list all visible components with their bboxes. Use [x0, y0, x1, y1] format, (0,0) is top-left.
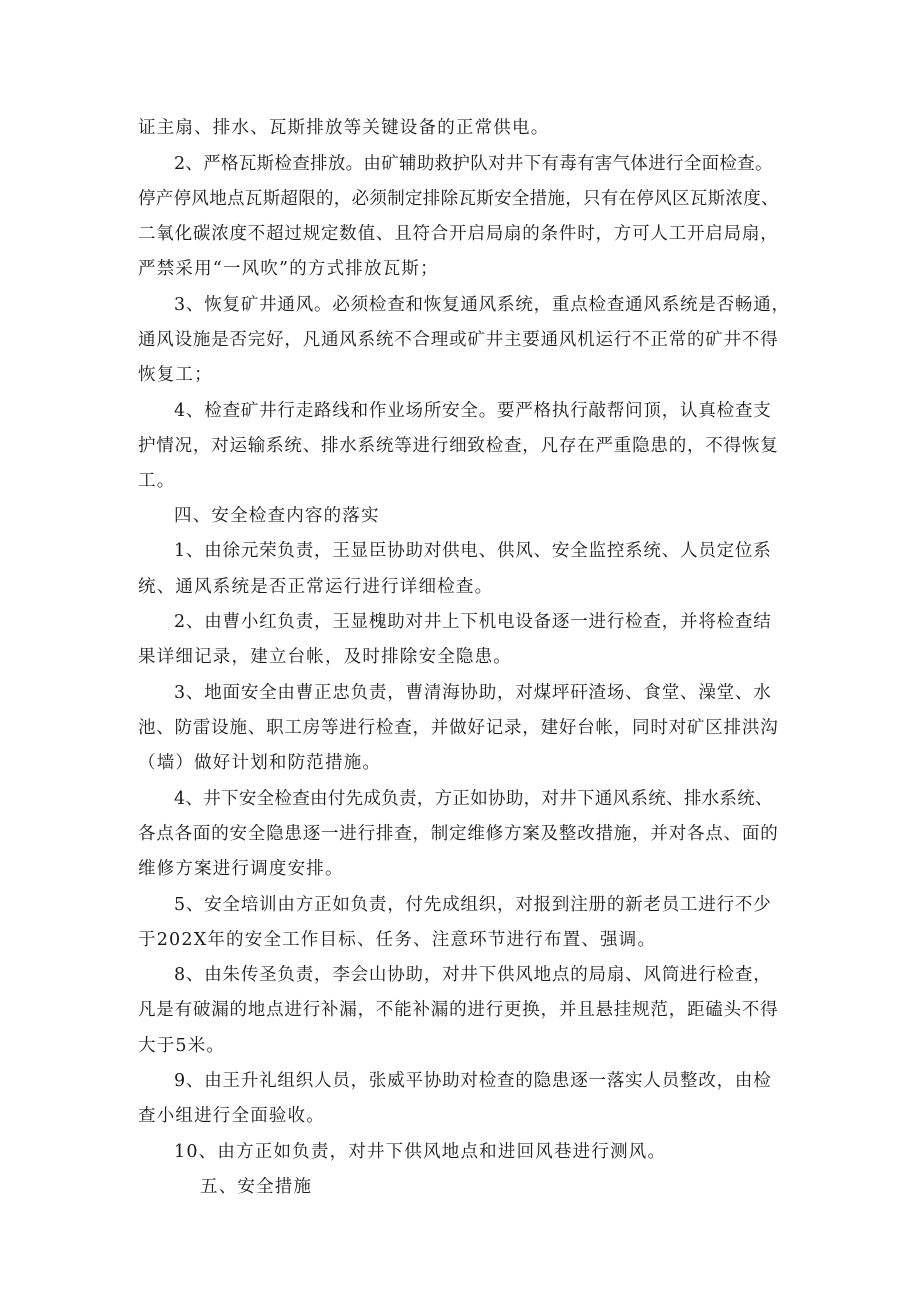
paragraph-line: 凡是有破漏的地点进行补漏，不能补漏的进行更换，并且悬挂规范，距磕头不得	[138, 1000, 779, 1020]
paragraph-line: 二氧化碳浓度不超过规定数值、且符合开启局扇的条件时，方可人工开启局扇，	[138, 224, 779, 244]
paragraph-line: 池、防雷设施、职工房等进行检查，并做好记录，建好台帐，同时对矿区排洪沟	[138, 718, 779, 738]
paragraph-line: 8、由朱传圣负责，李会山协助，对井下供风地点的局扇、风筒进行检查，	[174, 965, 772, 985]
paragraph-line: 2、严格瓦斯检查排放。由矿辅助救护队对井下有毒有害气体进行全面检查。	[174, 154, 773, 174]
paragraph-line: （墙）做好计划和防范措施。	[138, 753, 382, 773]
paragraph-line: 4、检查矿井行走路线和作业场所安全。要严格执行敲帮问顶，认真检查支	[174, 401, 772, 421]
paragraph-line: 1、由徐元荣负责，王显臣协助对供电、供风、安全监控系统、人员定位系	[174, 541, 772, 561]
paragraph-line: 3、恢复矿井通风。必须检查和恢复通风系统，重点检查通风系统是否畅通，	[174, 295, 790, 315]
paragraph-line: 2、由曹小红负责，王显槐助对井上下机电设备逐一进行检查，并将检查结	[174, 612, 772, 632]
section-heading: 四、安全检查内容的落实	[174, 506, 380, 526]
paragraph-line: 查小组进行全面验收。	[138, 1106, 325, 1126]
paragraph-line: 4、井下安全检查由付先成负责，方正如协助，对井下通风系统、排水系统、	[174, 789, 773, 809]
section-heading: 五、安全措施	[200, 1177, 313, 1197]
paragraph-line: 停产停风地点瓦斯超限的，必须制定排除瓦斯安全措施，只有在停风区瓦斯浓度、	[138, 189, 779, 209]
paragraph-line: 证主扇、排水、瓦斯排放等关键设备的正常供电。	[138, 118, 550, 138]
paragraph-line: 通风设施是否完好，凡通风系统不合理或矿井主要通风机运行不正常的矿井不得	[138, 330, 779, 350]
paragraph-line: 严禁采用“一风吹”的方式排放瓦斯；	[138, 259, 439, 279]
paragraph-line: 恢复工；	[138, 365, 213, 385]
paragraph-line: 大于5米。	[138, 1036, 226, 1056]
paragraph-line: 护情况，对运输系统、排水系统等进行细致检查，凡存在严重隐患的，不得恢复	[138, 436, 779, 456]
paragraph-line: 3、地面安全由曹正忠负责，曹清海协助，对煤坪矸渣场、食堂、澡堂、水	[174, 683, 772, 703]
paragraph-line: 5、安全培训由方正如负责，付先成组织，对报到注册的新老员工进行不少	[174, 895, 772, 915]
paragraph-line: 维修方案进行调度安排。	[138, 859, 344, 879]
paragraph-line: 9、由王升礼组织人员，张威平协助对检查的隐患逐一落实人员整改，由检	[174, 1071, 772, 1091]
paragraph-line: 10、由方正如负责，对井下供风地点和进回风巷进行测风。	[174, 1142, 667, 1162]
paragraph-line: 于202X年的安全工作目标、任务、注意环节进行布置、强调。	[138, 930, 657, 950]
paragraph-line: 各点各面的安全隐患逐一进行排查，制定维修方案及整改措施，并对各点、面的	[138, 824, 779, 844]
paragraph-line: 工。	[138, 471, 176, 491]
paragraph-line: 果详细记录，建立台帐，及时排除安全隐患。	[138, 647, 512, 667]
paragraph-line: 统、通风系统是否正常运行进行详细检查。	[138, 577, 494, 597]
